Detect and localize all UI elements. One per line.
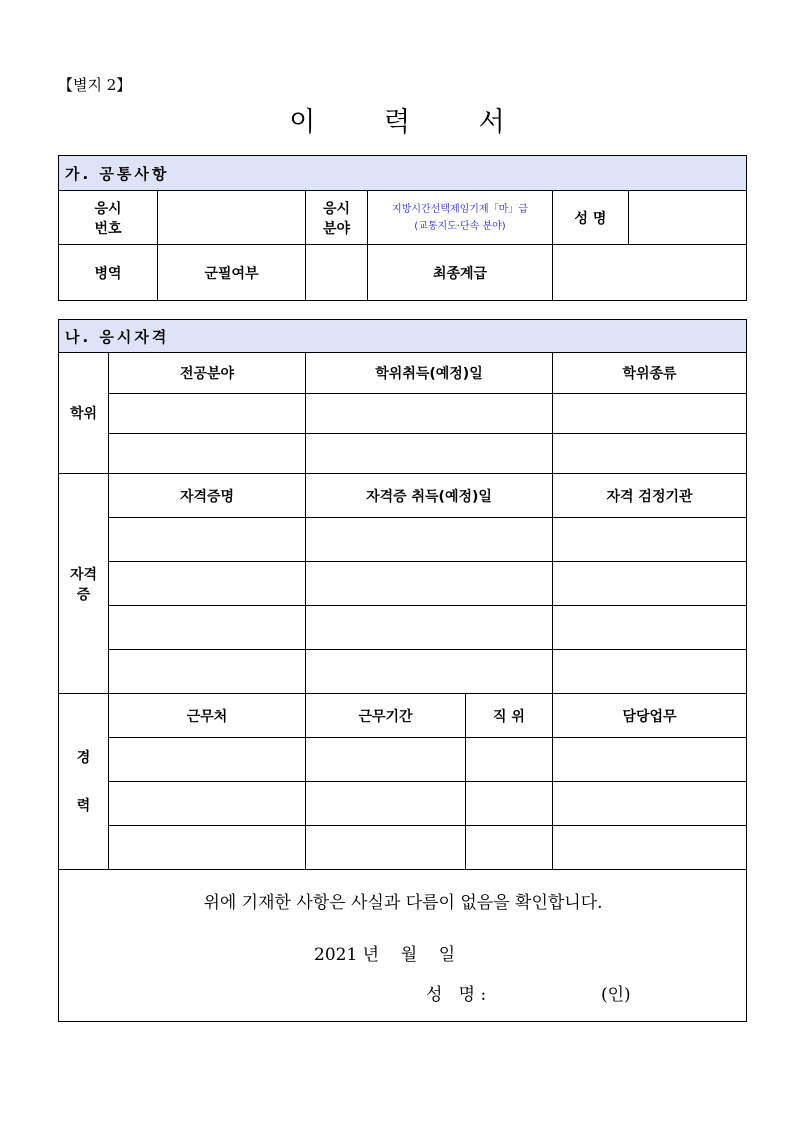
career-row	[59, 826, 747, 870]
degree-header-type: 학위종류	[553, 353, 747, 394]
career-header-workplace: 근무처	[109, 694, 306, 738]
attachment-label: 【별지 2】	[58, 76, 132, 94]
career-position-cell[interactable]	[466, 826, 553, 870]
final-rank-field[interactable]	[553, 245, 747, 301]
section-b-title: 나. 응시자격	[59, 320, 747, 353]
declaration-block	[59, 870, 747, 1022]
military-label: 병역	[59, 245, 158, 301]
common-info-table	[58, 155, 747, 301]
title-char-1: 이	[289, 107, 316, 138]
license-header-name: 자격증명	[109, 474, 306, 518]
license-header-agency: 자격 검정기관	[553, 474, 747, 518]
degree-major-cell[interactable]	[109, 394, 306, 434]
license-agency-cell[interactable]	[553, 562, 747, 606]
license-name-cell[interactable]	[109, 562, 306, 606]
license-name-cell[interactable]	[109, 518, 306, 562]
section-a-title: 가. 공통사항	[59, 156, 747, 191]
military-status-label: 군필여부	[158, 245, 306, 301]
license-date-cell[interactable]	[306, 650, 553, 694]
career-duties-cell[interactable]	[553, 738, 747, 782]
title-char-3: 서	[478, 107, 505, 138]
license-name-cell[interactable]	[109, 650, 306, 694]
qualification-table	[58, 319, 747, 1022]
degree-row	[59, 434, 747, 474]
license-date-cell[interactable]	[306, 518, 553, 562]
declaration-date: 2021 년 월 일	[314, 945, 456, 965]
degree-row	[59, 394, 747, 434]
career-workplace-cell[interactable]	[109, 826, 306, 870]
name-label: 성 명	[553, 191, 629, 245]
license-row	[59, 518, 747, 562]
career-period-cell[interactable]	[306, 738, 466, 782]
license-date-cell[interactable]	[306, 606, 553, 650]
degree-header-major: 전공분야	[109, 353, 306, 394]
career-duties-cell[interactable]	[553, 826, 747, 870]
exam-field-value[interactable]: 지방시간선택제임기제「마」급 (교통지도·단속 분야)	[368, 191, 553, 245]
title-char-2: 력	[383, 107, 411, 138]
license-agency-cell[interactable]	[553, 606, 747, 650]
name-field[interactable]	[629, 191, 747, 245]
career-workplace-cell[interactable]	[109, 738, 306, 782]
career-period-cell[interactable]	[306, 782, 466, 826]
page-title	[0, 100, 794, 139]
career-header-duties: 담당업무	[553, 694, 747, 738]
career-row	[59, 738, 747, 782]
career-position-cell[interactable]	[466, 738, 553, 782]
degree-type-cell[interactable]	[553, 394, 747, 434]
exam-number-field[interactable]	[158, 191, 306, 245]
signature-label: 성 명 :	[426, 985, 487, 1005]
degree-major-cell[interactable]	[109, 434, 306, 474]
degree-date-cell[interactable]	[306, 434, 553, 474]
license-name-cell[interactable]	[109, 606, 306, 650]
career-label: 경 력	[59, 694, 109, 870]
license-agency-cell[interactable]	[553, 518, 747, 562]
career-header-position: 직 위	[466, 694, 553, 738]
license-date-cell[interactable]	[306, 562, 553, 606]
career-duties-cell[interactable]	[553, 782, 747, 826]
career-row	[59, 782, 747, 826]
degree-type-cell[interactable]	[553, 434, 747, 474]
career-position-cell[interactable]	[466, 782, 553, 826]
license-header-date: 자격증 취득(예정)일	[306, 474, 553, 518]
license-label: 자격 증	[59, 474, 109, 694]
degree-header-date: 학위취득(예정)일	[306, 353, 553, 394]
degree-label: 학위	[59, 353, 109, 474]
license-agency-cell[interactable]	[553, 650, 747, 694]
license-row	[59, 650, 747, 694]
career-workplace-cell[interactable]	[109, 782, 306, 826]
license-row	[59, 606, 747, 650]
seal-mark: (인)	[601, 985, 631, 1005]
final-rank-label: 최종계급	[368, 245, 553, 301]
career-period-cell[interactable]	[306, 826, 466, 870]
declaration-statement: 위에 기재한 사항은 사실과 다름이 없음을 확인합니다.	[203, 893, 603, 913]
degree-date-cell[interactable]	[306, 394, 553, 434]
exam-number-label: 응시 번호	[59, 191, 158, 245]
exam-field-label: 응시 분야	[306, 191, 368, 245]
career-header-period: 근무기간	[306, 694, 466, 738]
license-row	[59, 562, 747, 606]
military-status-field[interactable]	[306, 245, 368, 301]
